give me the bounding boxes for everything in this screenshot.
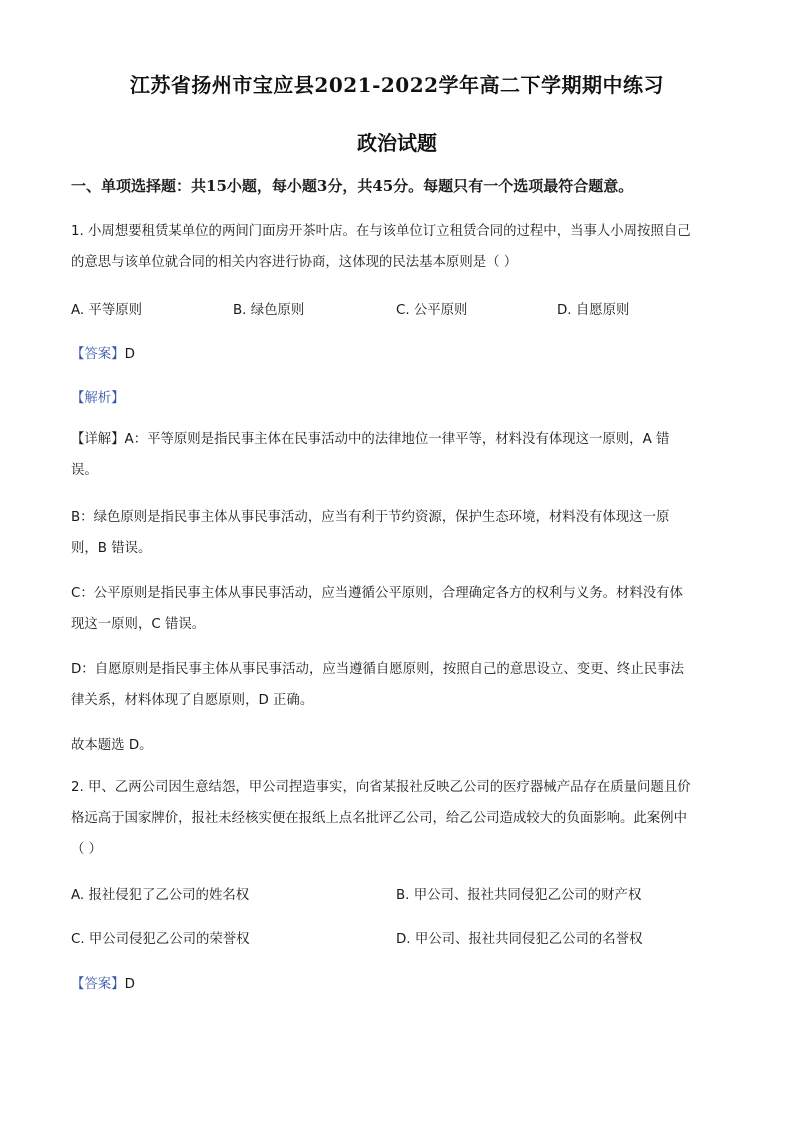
q1-option-c: C. 公平原则 [396,303,468,318]
q1-detail-line-4: 则，B 错误。 [71,541,152,556]
q2-option-b: B. 甲公司、报社共同侵犯乙公司的财产权 [396,888,642,903]
q1-stem-line-1: 1. 小周想要租赁某单位的两间门面房开茶叶店。在与该单位订立租赁合同的过程中，当事人小周按照自己 [71,224,691,239]
page-title: 江苏省扬州市宝应县2021-2022学年高二下学期期中练习 [129,73,665,97]
q1-detail-line-3: B：绿色原则是指民事主体从事民事活动，应当有利于节约资源，保护生态环境，材料没有体现这一原 [71,510,670,525]
q2-answer [71,973,135,992]
analysis-label: 【解析】 [71,391,125,406]
answer-label: 【答案】 [71,977,125,992]
q1-detail-line-2: 误。 [71,463,98,478]
q2-stem-line-1: 2. 甲、乙两公司因生意结怨，甲公司捏造事实，向省某报社反映乙公司的医疗器械产品存在质量问题且价 [71,780,691,795]
q1-option-b: B. 绿色原则 [233,303,305,318]
q1-detail-line-5: C：公平原则是指民事主体从事民事活动，应当遵循公平原则，合理确定各方的权利与义务。材料没有体 [71,586,683,601]
q2-stem-line-3: （ ） [71,842,103,857]
answer-label: 【答案】 [71,347,125,362]
q1-detail-line-8: 律关系，材料体现了自愿原则，D 正确。 [71,693,314,708]
q2-option-a: A. 报社侵犯了乙公司的姓名权 [71,888,250,903]
q1-conclusion: 故本题选 D。 [71,738,153,753]
q1-detail-line-1: 【详解】A：平等原则是指民事主体在民事活动中的法律地位一律平等，材料没有体现这一原则，A 错 [71,432,670,447]
answer-value: D [124,347,135,362]
q1-answer [71,343,135,362]
q1-analysis-label [71,387,125,406]
page-subtitle: 政治试题 [357,131,437,155]
section-heading: 一、单项选择题：共15小题，每小题3分，共45分。每题只有一个选项最符合题意。 [71,177,634,195]
q2-stem-line-2: 格远高于国家牌价，报社未经核实便在报纸上点名批评乙公司，给乙公司造成较大的负面影响。此案例中 [71,811,687,826]
answer-value: D [124,977,135,992]
q1-detail-line-7: D：自愿原则是指民事主体从事民事活动，应当遵循自愿原则，按照自己的意思设立、变更、终止民事法 [71,662,684,677]
q1-option-a: A. 平等原则 [71,303,142,318]
q1-stem-line-2: 的意思与该单位就合同的相关内容进行协商，这体现的民法基本原则是（ ） [71,255,518,270]
q2-option-c: C. 甲公司侵犯乙公司的荣誉权 [71,932,250,947]
q2-option-d: D. 甲公司、报社共同侵犯乙公司的名誉权 [396,932,643,947]
q1-option-d: D. 自愿原则 [557,303,630,318]
q1-detail-line-6: 现这一原则，C 错误。 [71,617,206,632]
